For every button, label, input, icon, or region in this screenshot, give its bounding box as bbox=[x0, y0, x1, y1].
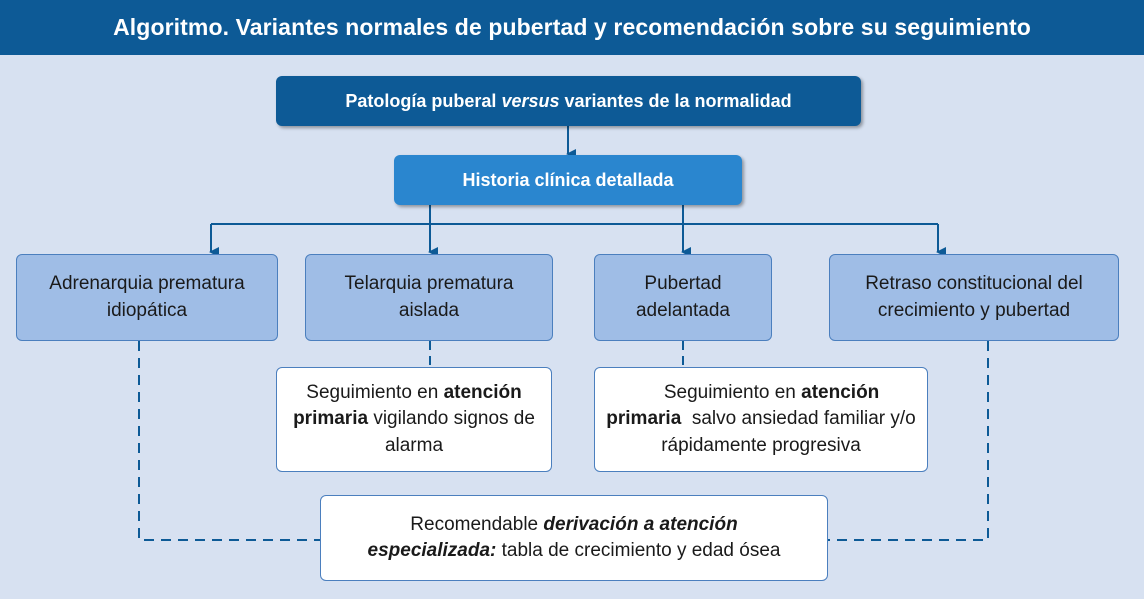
category-telarquia bbox=[305, 254, 553, 341]
root-node-text: Patología puberal versus variantes de la normalidad bbox=[345, 90, 792, 111]
root-node bbox=[276, 76, 861, 126]
history-node-text: Historia clínica detallada bbox=[462, 169, 674, 190]
diagram-title-text: Algoritmo. Variantes normales de pubertad y recomendación sobre su seguimiento bbox=[113, 14, 1031, 40]
history-node bbox=[394, 155, 742, 205]
root-node-emphasis: versus bbox=[501, 90, 560, 111]
followup-primary-telarquia bbox=[276, 367, 552, 472]
category-line2: adelantada bbox=[635, 299, 731, 321]
category-line1: Retraso constitucional del bbox=[865, 273, 1083, 295]
category-line2: crecimiento y pubertad bbox=[877, 299, 1071, 321]
category-pubertad bbox=[594, 254, 772, 341]
category-line1: Pubertad bbox=[644, 273, 722, 295]
followup-text: Seguimiento en atención primaria salvo ansiedad familiar y/o rápidamente progresiva bbox=[606, 382, 921, 456]
specialized-text: Recomendable derivación a atención especializada: tabla de crecimiento y edad ósea bbox=[367, 513, 781, 561]
category-adrenarquia bbox=[16, 254, 278, 341]
followup-text: Seguimiento en atención primaria vigilando signos de alarma bbox=[293, 382, 535, 456]
category-line2: idiopática bbox=[106, 299, 188, 321]
category-line1: Telarquia prematura bbox=[344, 273, 514, 295]
category-retraso bbox=[829, 254, 1119, 341]
followup-primary-pubertad bbox=[594, 367, 928, 472]
specialized-referral-node bbox=[320, 495, 828, 581]
category-line2: aislada bbox=[398, 299, 460, 321]
category-line1: Adrenarquia prematura bbox=[49, 273, 245, 295]
